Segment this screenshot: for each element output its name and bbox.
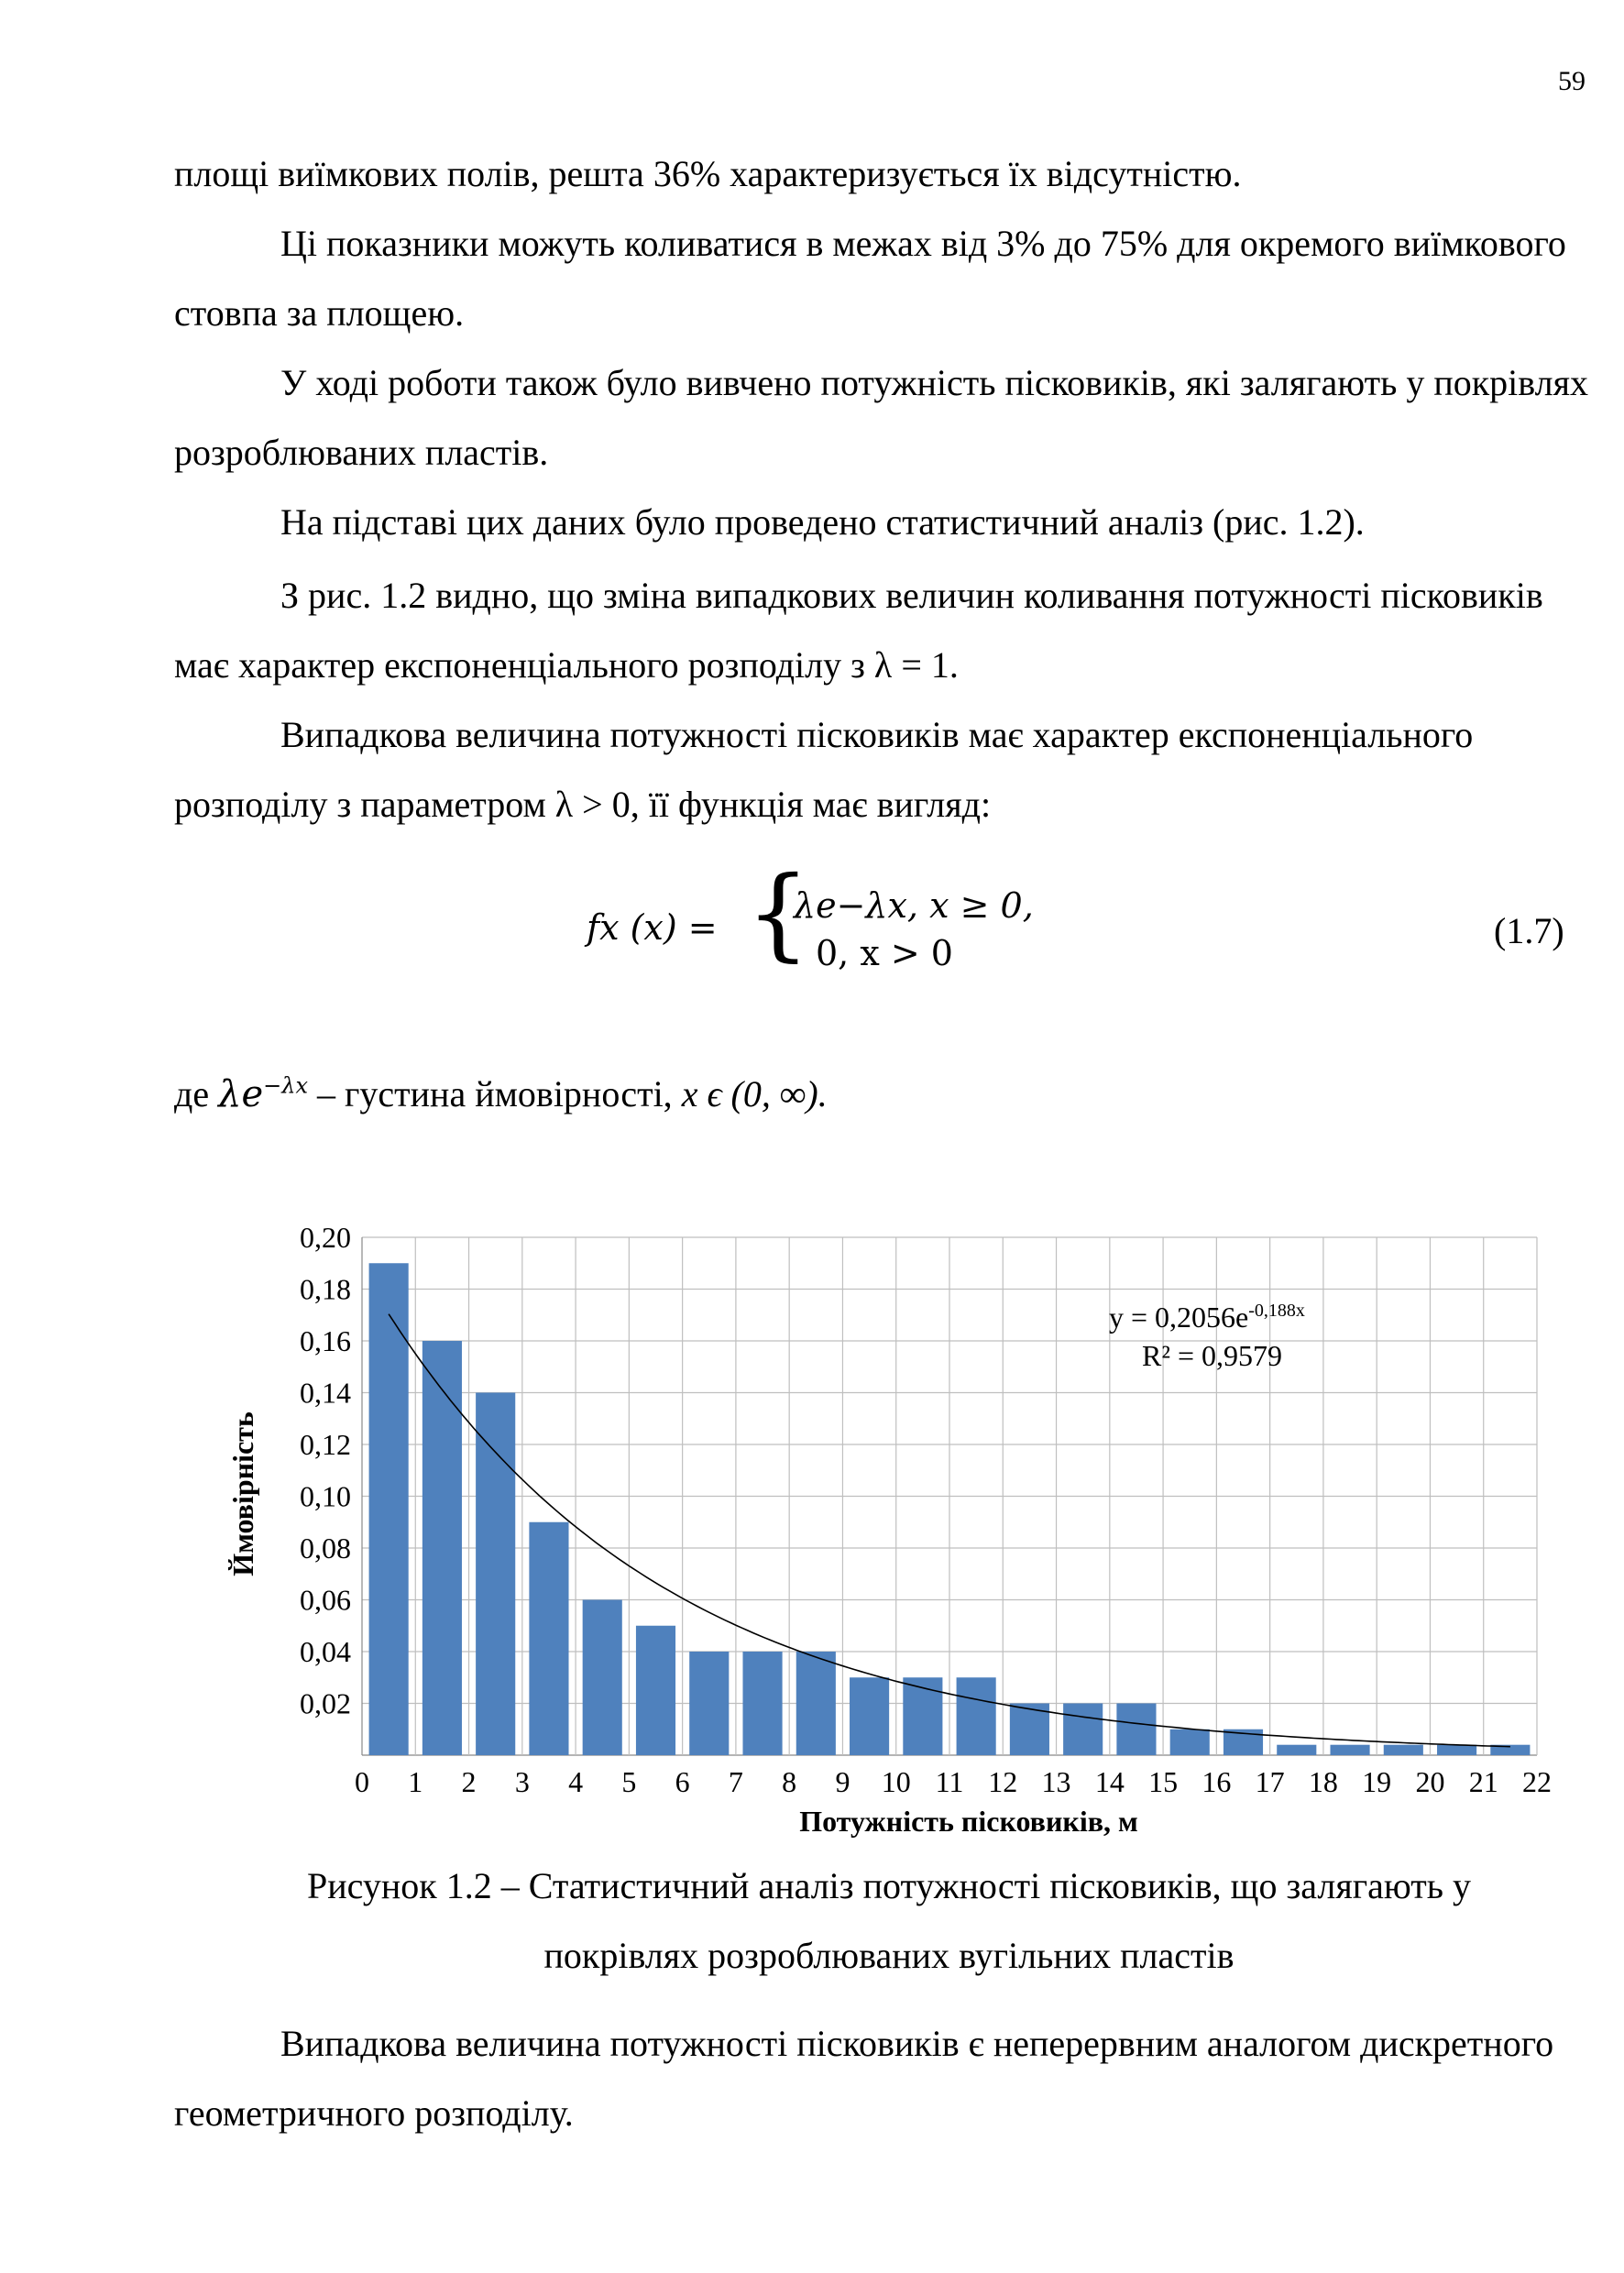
x-tick-label: 5: [621, 1765, 637, 1798]
formula-number: (1.7): [1494, 910, 1564, 951]
y-tick-label: 0,12: [300, 1428, 351, 1461]
probability-chart: [211, 1210, 1586, 1851]
y-tick-label: 0,16: [300, 1324, 351, 1357]
x-tick-label: 14: [1094, 1765, 1125, 1798]
x-tick-label: 17: [1255, 1765, 1285, 1798]
x-tick-label: 13: [1041, 1765, 1071, 1798]
bar-5: [636, 1626, 675, 1755]
figure-caption-line-1: Рисунок 1.2 – Статистичний аналіз потужності пісковиків, що залягають у: [307, 1865, 1471, 1906]
final-paragraph: Випадкова величина потужності пісковиків є неперервним аналогом дискретного геометричного розподілу.: [174, 2023, 1554, 2134]
x-tick-label: 11: [935, 1765, 964, 1798]
paragraph-1: площі виїмкових полів, решта 36% характеризується їх відсутністю.: [174, 153, 1242, 194]
x-tick-label: 6: [675, 1765, 690, 1798]
x-tick-label: 9: [835, 1765, 850, 1798]
x-tick-label: 18: [1308, 1765, 1338, 1798]
y-tick-label: 0,10: [300, 1479, 351, 1513]
density-domain: x ϵ (0, ∞).: [681, 1073, 828, 1115]
x-tick-label: 4: [568, 1765, 584, 1798]
formula-brace: {: [746, 854, 810, 972]
y-tick-label: 0,18: [300, 1272, 351, 1306]
density-prefix: де: [174, 1073, 210, 1115]
bar-18: [1330, 1745, 1369, 1755]
trend-r2: R² = 0,9579: [1142, 1339, 1282, 1372]
y-tick-label: 0,04: [300, 1635, 351, 1668]
paragraph-4: На підставі цих даних було проведено статистичний аналіз (рис. 1.2).: [280, 501, 1365, 543]
x-tick-label: 15: [1148, 1765, 1179, 1798]
x-tick-label: 8: [782, 1765, 797, 1798]
bar-19: [1384, 1745, 1423, 1755]
trend-equation: $y = 0,2056e^{-0,188x}$: [1109, 1301, 1305, 1334]
paragraph-5: З рис. 1.2 видно, що зміна випадкових величин коливання потужності пісковиків має характер експоненціального розподілу з λ = 1.: [174, 575, 1543, 686]
y-tick-labels: [300, 1221, 351, 1720]
bar-11: [957, 1677, 996, 1755]
x-axis-label: Потужність пісковиків, м: [799, 1805, 1138, 1838]
bar-4: [583, 1600, 622, 1756]
page-number: 59: [1558, 66, 1586, 96]
x-tick-label: 12: [988, 1765, 1018, 1798]
figure-caption-line-2: покрівлях розроблюваних вугільних пластів: [543, 1935, 1234, 1976]
x-tick-labels: [355, 1765, 1552, 1798]
formula-line-1: λe−λx, x ≥ 0,: [794, 885, 1034, 926]
bar-6: [689, 1652, 729, 1755]
density-expr: $\lambda e^{-\lambda x}$: [218, 1072, 308, 1115]
bar-10: [903, 1677, 942, 1755]
x-tick-label: 10: [881, 1765, 911, 1798]
bar-17: [1277, 1745, 1316, 1755]
y-tick-label: 0,14: [300, 1376, 351, 1410]
x-tick-label: 1: [408, 1765, 423, 1798]
x-tick-label: 20: [1415, 1765, 1445, 1798]
density-middle: – густина ймовірності,: [308, 1073, 682, 1115]
bar-9: [850, 1677, 889, 1755]
bar-1: [422, 1341, 462, 1755]
paragraph-2: Ці показники можуть коливатися в межах від 3% до 75% для окремого виїмкового стовпа за площею.: [174, 223, 1566, 334]
bar-14: [1116, 1704, 1156, 1756]
x-tick-label: 22: [1522, 1765, 1552, 1798]
bar-2: [476, 1393, 515, 1756]
y-tick-label: 0,06: [300, 1583, 351, 1617]
paragraph-6: Випадкова величина потужності пісковиків має характер експоненціального розподілу з параметром λ > 0, її функція має вигляд:: [174, 714, 1474, 825]
x-tick-label: 3: [514, 1765, 530, 1798]
y-axis-label: Ймовірність: [226, 1411, 259, 1576]
bar-0: [369, 1263, 409, 1755]
paragraph-3: У ході роботи також було вивчено потужність пісковиків, які залягають у покрівлях розроблюваних пластів.: [174, 362, 1589, 473]
density-line: [174, 1072, 828, 1115]
bar-13: [1063, 1704, 1103, 1756]
x-tick-label: 2: [461, 1765, 477, 1798]
y-tick-label: 0,02: [300, 1686, 351, 1720]
x-tick-label: 0: [355, 1765, 369, 1798]
bar-3: [529, 1522, 568, 1755]
bar-20: [1437, 1745, 1476, 1755]
formula-lhs: fx (x) =: [587, 907, 718, 948]
x-tick-label: 7: [728, 1765, 743, 1798]
x-tick-label: 16: [1202, 1765, 1232, 1798]
y-tick-label: 0,08: [300, 1532, 351, 1565]
x-tick-label: 21: [1468, 1765, 1498, 1798]
y-tick-label: 0,20: [300, 1221, 351, 1254]
bar-15: [1170, 1729, 1210, 1755]
x-tick-label: 19: [1362, 1765, 1392, 1798]
bar-7: [742, 1652, 782, 1755]
formula-line-2: 0, x > 0: [816, 933, 953, 973]
bar-8: [796, 1652, 836, 1755]
